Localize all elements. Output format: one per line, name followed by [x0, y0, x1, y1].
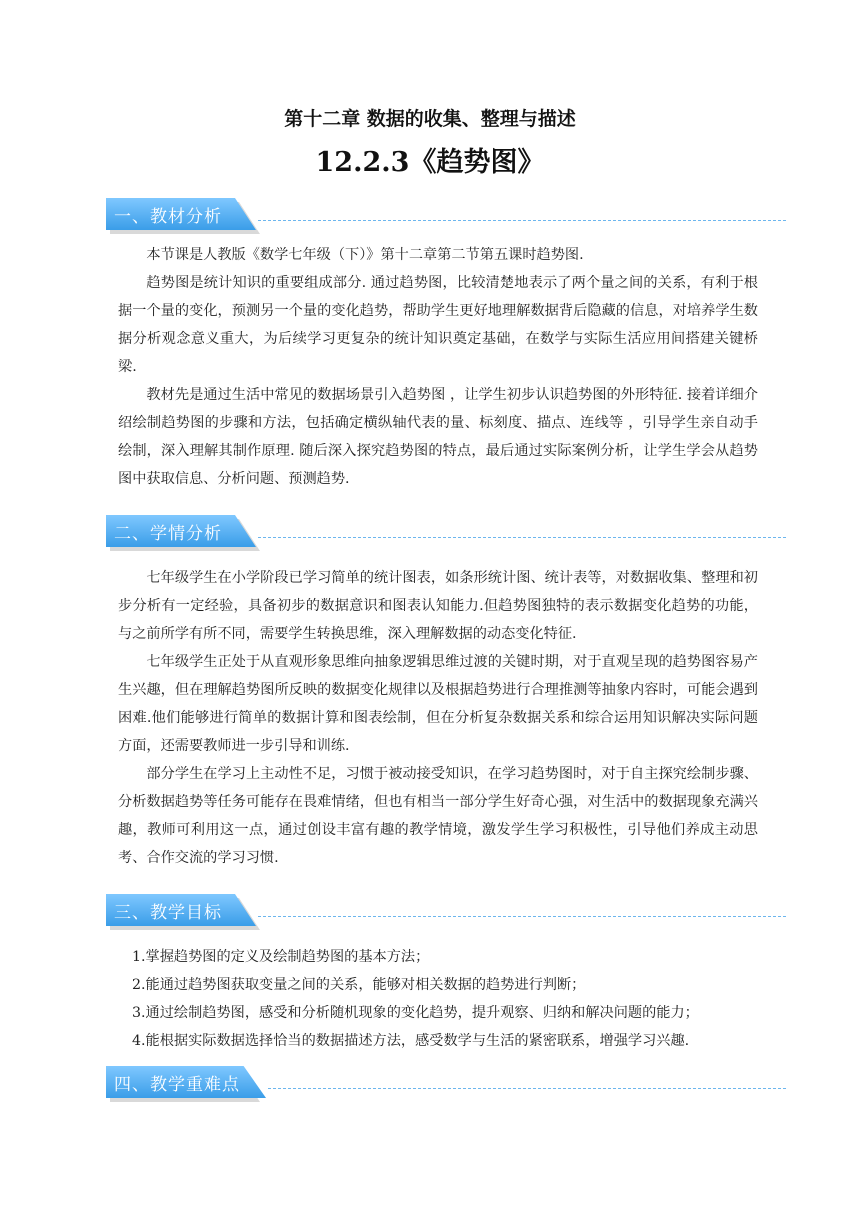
section-heading: 三、教学目标 [114, 903, 222, 923]
section-header-teaching-goals [106, 894, 786, 928]
list-item: 2.能通过趋势图获取变量之间的关系，能够对相关数据的趋势进行判断； [132, 977, 586, 993]
paragraph: 教材先是通过生活中常见的数据场景引入趋势图 ，让学生初步认识趋势图的外形特征. 接着详细介绍绘制趋势图的步骤和方法，包括确定横纵轴代表的量、标刻度、描点、连线等 ，引导学生亲自动手绘制，深入理解其制作原理. 随后深入探究趋势图的特点，最后通过实际案例分析，让学生学会从趋势图中获取信息、分析问题、预测趋势. [118, 387, 758, 487]
paragraph: 本节课是人教版《数学七年级（下）》第十二章第二节第五课时趋势图. [146, 247, 584, 263]
list-item: 4.能根据实际数据选择恰当的数据描述方法，感受数学与生活的紧密联系，增强学习兴趣. [132, 1033, 690, 1049]
dashed-divider [268, 1088, 786, 1089]
dashed-divider [258, 537, 786, 538]
paragraph: 趋势图是统计知识的重要组成部分. 通过趋势图，比较清楚地表示了两个量之间的关系，有利于根据一个量的变化，预测另一个量的变化趋势，帮助学生更好地理解数据背后隐藏的信息，对培养学生数据分析观念意义重大，为后续学习更复杂的统计知识奠定基础，在数学与实际生活应用间搭建关键桥梁. [118, 275, 758, 375]
section-heading: 四、教学重难点 [114, 1075, 240, 1095]
lesson-title: 12.2.3《趋势图》 [315, 147, 545, 178]
section-header-textbook-analysis [106, 198, 786, 232]
list-item: 3.通过绘制趋势图，感受和分析随机现象的变化趋势，提升观察、归纳和解决问题的能力； [132, 1005, 699, 1021]
chapter-title: 第十二章 数据的收集、整理与描述 [284, 108, 576, 130]
list-item: 1.掌握趋势图的定义及绘制趋势图的基本方法； [132, 949, 430, 965]
dashed-divider [258, 916, 786, 917]
paragraph: 七年级学生在小学阶段已学习简单的统计图表，如条形统计图、统计表等，对数据收集、整理和初步分析有一定经验，具备初步的数据意识和图表认知能力.但趋势图独特的表示数据变化趋势的功能，与之前所学有所不同，需要学生转换思维，深入理解数据的动态变化特征. [118, 570, 758, 642]
paragraph: 七年级学生正处于从直观形象思维向抽象逻辑思维过渡的关键时期，对于直观呈现的趋势图容易产生兴趣，但在理解趋势图所反映的数据变化规律以及根据趋势进行合理推测等抽象内容时，可能会遇到困难.他们能够进行简单的数据计算和图表绘制，但在分析复杂数据关系和综合运用知识解决实际问题方面，还需要教师进一步引导和训练. [118, 654, 758, 754]
section-heading: 二、学情分析 [114, 524, 222, 544]
section-header-student-analysis [106, 515, 786, 549]
paragraph: 部分学生在学习上主动性不足，习惯于被动接受知识，在学习趋势图时，对于自主探究绘制步骤、分析数据趋势等任务可能存在畏难情绪，但也有相当一部分学生好奇心强，对生活中的数据现象充满兴趣，教师可利用这一点，通过创设丰富有趣的教学情境，激发学生学习积极性，引导他们养成主动思考、合作交流的学习习惯. [118, 766, 758, 866]
dashed-divider [258, 220, 786, 221]
section-heading: 一、教材分析 [114, 207, 222, 227]
section-header-key-difficulties [106, 1066, 786, 1100]
